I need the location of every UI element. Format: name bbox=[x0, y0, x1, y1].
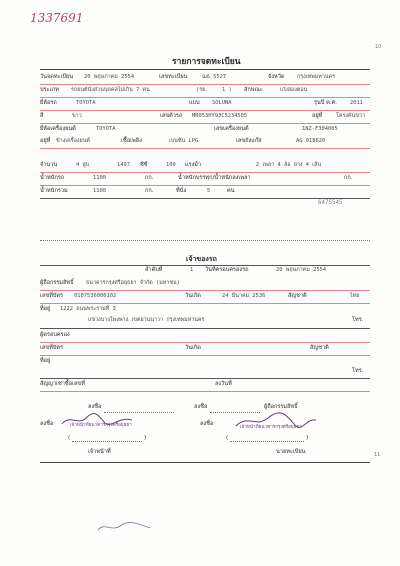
type-code: (รย. bbox=[196, 87, 209, 93]
hp-value: 109 bbox=[166, 162, 176, 168]
sign-label: ลงชื่อ bbox=[40, 421, 54, 427]
sign-paren-close: ) bbox=[144, 435, 147, 441]
stamp-number: 6475545 bbox=[318, 200, 343, 206]
handwritten-number: 1337691 bbox=[30, 11, 84, 25]
owner-nationality-label: สัญชาติ bbox=[288, 293, 307, 299]
rule bbox=[40, 172, 370, 173]
owner-nationality-value: ไทย bbox=[350, 293, 360, 299]
rule bbox=[40, 110, 370, 111]
year-value: 2011 bbox=[350, 100, 363, 106]
registrar-label: นายทะเบียน bbox=[276, 449, 306, 455]
sign-label: ลงชื่อ bbox=[194, 404, 208, 410]
owner-sign-label: ผู้ถือกรรมสิทธิ์ bbox=[264, 404, 298, 410]
possessor-nationality-label: สัญชาติ bbox=[310, 345, 329, 351]
section-rule bbox=[40, 378, 370, 379]
sign-line bbox=[230, 441, 304, 442]
owner-tel-label: โทร. bbox=[352, 317, 364, 323]
weight-unit: กก. bbox=[145, 175, 154, 181]
color-label: สี bbox=[40, 113, 44, 119]
owner-address-line1: 1222 ถนนพระรามที่ 3 bbox=[60, 306, 116, 312]
sign-paren-open: ( bbox=[68, 435, 71, 441]
possessor-birth-label: วันเกิด bbox=[185, 345, 201, 351]
total-weight-label: น้ำหนักรวม bbox=[40, 188, 68, 194]
possession-date-label: วันที่ครอบครองรถ bbox=[205, 267, 249, 273]
owner-address-label: ที่อยู่ bbox=[40, 306, 51, 312]
type-value: รถยนต์นั่งส่วนบุคคลไม่เกิน 7 คน bbox=[71, 87, 150, 93]
year-label: รุ่นปี ค.ศ. bbox=[314, 100, 338, 106]
possessor-id-label: เลขที่บัตร bbox=[40, 345, 64, 351]
count-label: จำนวน bbox=[40, 162, 58, 168]
seat-label: ที่นั่ง bbox=[176, 188, 187, 194]
possessor-tel-label: โทร. bbox=[352, 368, 364, 374]
section-rule bbox=[40, 328, 370, 329]
weight-label: น้ำหนักรถ bbox=[40, 175, 65, 181]
owner-name-label: ผู้ถือกรรมสิทธิ์ bbox=[40, 280, 74, 286]
style-label: ลักษณะ bbox=[244, 87, 263, 93]
engine-brand-label: ยี่ห้อเครื่องยนต์ bbox=[40, 126, 76, 132]
sign-paren-open: ( bbox=[226, 435, 229, 441]
officer-label: เจ้าหน้าที่ bbox=[88, 449, 111, 455]
title-rule bbox=[40, 69, 370, 70]
bottom-rule bbox=[40, 462, 370, 463]
sign-paren-close: ) bbox=[306, 435, 309, 441]
rule bbox=[40, 185, 370, 186]
possessor-title: ผู้ครอบครอง bbox=[40, 332, 70, 338]
brand-label: ยี่ห้อรถ bbox=[40, 100, 57, 106]
possessor-address-label: ที่อยู่ bbox=[40, 358, 51, 364]
engine-brand-value: TOYOTA bbox=[96, 126, 116, 132]
rule bbox=[40, 391, 370, 392]
rule bbox=[40, 123, 370, 124]
rule bbox=[40, 97, 370, 98]
owner-id-value: 0107536000102 bbox=[74, 293, 117, 299]
possession-date-value: 20 พฤษภาคม 2554 bbox=[276, 267, 327, 273]
rule bbox=[40, 290, 370, 291]
type-label: ประเภท bbox=[40, 87, 59, 93]
page-number-bottom: 11 bbox=[374, 452, 381, 458]
model-value: SOLUNA bbox=[212, 100, 232, 106]
officer-stamp-text: เจ้าหน้าที่ธนาคารกรุงศรีอยุธยา bbox=[70, 423, 132, 428]
rule bbox=[40, 303, 370, 304]
dotted-rule bbox=[40, 240, 370, 241]
hp-label: แรงม้า bbox=[185, 162, 202, 168]
province-value: กรุงเทพมหานคร bbox=[297, 74, 336, 80]
sign-line bbox=[72, 441, 142, 442]
owner-section-title: เจ้าของรถ bbox=[186, 255, 217, 263]
bottom-signature-mark bbox=[94, 520, 154, 534]
chassis-label: เลขตัวรถ bbox=[160, 113, 183, 119]
gas-tank-value: AG.018620 bbox=[296, 138, 326, 144]
seat-value: 5 bbox=[207, 188, 211, 194]
load-label: น้ำหนักบรรทุก/น้ำหนักลงเพลา bbox=[178, 175, 251, 181]
owner-birth-value: 24 มีนาคม 2536 bbox=[222, 293, 266, 299]
fuel-label: เชื้อเพลิง bbox=[121, 138, 142, 144]
sign-label: ลงชื่อ bbox=[88, 404, 102, 410]
engine-no-label: เลขเครื่องยนต์ bbox=[214, 126, 249, 132]
rule bbox=[40, 84, 370, 85]
load-unit: กก. bbox=[344, 175, 353, 181]
engine-location-label: อยู่ที่ bbox=[40, 138, 51, 144]
sequence-label: ลำดับที่ bbox=[145, 267, 163, 273]
model-label: แบบ bbox=[189, 100, 200, 106]
contract-no-label: สัญญาเช่าซื้อเลขที่ bbox=[40, 381, 85, 387]
brand-value: TOYOTA bbox=[76, 100, 96, 106]
rule bbox=[40, 355, 370, 356]
total-weight-unit: กก. bbox=[145, 188, 154, 194]
fuel-value: เบนซิน LPG bbox=[169, 138, 199, 144]
province-label: จังหวัด bbox=[268, 74, 285, 80]
seat-unit: คน bbox=[227, 188, 235, 194]
total-weight-value: 1100 bbox=[93, 188, 106, 194]
owner-birth-label: วันเกิด bbox=[185, 293, 201, 299]
owner-id-label: เลขที่บัตร bbox=[40, 293, 64, 299]
chassis-value: MR053HY93C5234505 bbox=[192, 113, 248, 119]
reg-date-value: 20 พฤษภาคม 2554 bbox=[84, 74, 135, 80]
type-code-number: 1 ) bbox=[222, 87, 232, 93]
document-title: รายการจดทะเบียน bbox=[172, 57, 241, 67]
cc-value: 1497 bbox=[117, 162, 130, 168]
rule bbox=[40, 148, 370, 149]
cc-label: ซีซี bbox=[140, 162, 148, 168]
style-value: เก๋งสองตอน bbox=[280, 87, 308, 93]
page-number: 10 bbox=[375, 44, 382, 50]
rule bbox=[40, 342, 370, 343]
reg-no-label: เลขทะเบียน bbox=[159, 74, 188, 80]
gas-tank-label: เลขถังแก๊ส bbox=[236, 138, 262, 144]
engine-no-value: 1NZ-F304005 bbox=[302, 126, 338, 132]
reg-no-value: ฌธ 5527 bbox=[202, 74, 227, 80]
engine-location-value: ข้างเครื่องยนต์ bbox=[56, 138, 90, 144]
wheels-value: 2 เพลา 4 ล้อ ยาง 4 เส้น bbox=[256, 162, 322, 168]
section-rule bbox=[40, 198, 370, 199]
owner-address-line2: แขวงบางโพงพาง เขตยานนาวา กรุงเทพมหานคร bbox=[88, 317, 205, 323]
owner-name-value: ธนาคารกรุงศรีอยุธยา จำกัด (มหาชน) bbox=[86, 280, 180, 286]
section-rule bbox=[40, 265, 370, 266]
chassis-location-value: โครงคันขวา bbox=[336, 113, 366, 119]
color-value: ขาว bbox=[72, 113, 82, 119]
sequence-value: 1 bbox=[190, 267, 194, 273]
sign-label: ลงชื่อ bbox=[200, 421, 214, 427]
chassis-location-label: อยู่ที่ bbox=[312, 113, 323, 119]
weight-value: 1100 bbox=[93, 175, 106, 181]
reg-date-label: วันจดทะเบียน bbox=[40, 74, 74, 80]
cylinders-value: 4 สูบ bbox=[76, 162, 90, 168]
registrar-stamp-text: เจ้าหน้าที่ธนาคารกรุงศรีอยุธยา bbox=[240, 425, 302, 430]
contract-date-label: ลงวันที่ bbox=[215, 381, 232, 387]
